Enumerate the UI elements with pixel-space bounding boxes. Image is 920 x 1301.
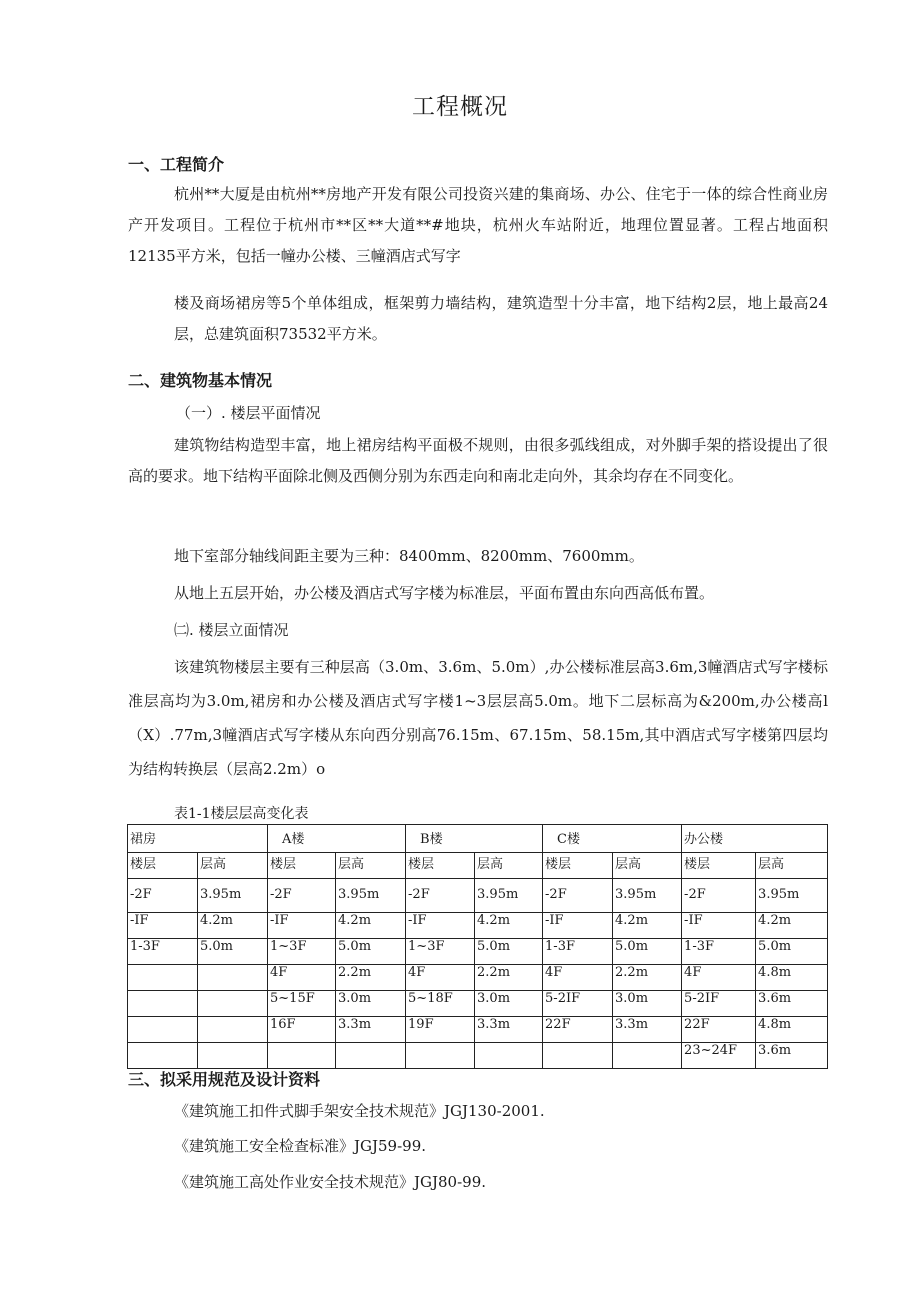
table-cell (128, 965, 198, 991)
table-cell: -IF (128, 913, 198, 939)
reference-item: 《建筑施工高处作业安全技术规范》JGJ80-99. (174, 1173, 487, 1191)
table-cell: 5.0m (336, 939, 406, 965)
table-cell: 3.95m (198, 879, 268, 913)
table-cell: 1-3F (128, 939, 198, 965)
table-cell: -IF (268, 913, 336, 939)
section-2-paragraph-3: 从地上五层开始，办公楼及酒店式写字楼为标准层，平面布置由东向西高低布置。 (174, 584, 715, 602)
table-cell (198, 991, 268, 1017)
table-cell: 19F (406, 1017, 475, 1043)
table-cell: 5-2IF (682, 991, 756, 1017)
table-group-header: C楼 (543, 825, 682, 853)
table-cell: 3.6m (756, 991, 828, 1017)
section-3-heading: 三、拟采用规范及设计资料 (128, 1070, 321, 1089)
section-2-paragraph-1: 建筑物结构造型丰富，地上裙房结构平面极不规则，由很多弧线组成，对外脚手架的搭设提出了很高的要求。地下结构平面除北侧及西侧分别为东西走向和南北走向外，其余均存在不同变化。 (128, 436, 828, 485)
section-2-paragraph-4: 该建筑物楼层主要有三种层高（3.0m、3.6m、5.0m）,办公楼标准层高3.6m,3幢酒店式写字楼标准层高均为3.0m,裙房和办公楼及酒店式写字楼1~3层层高5.0m。地下二层标高为&200m,办公楼高l（X）.77m,3幢酒店式写字楼从东向西分别高76.15m、67.15m、58.15m,其中酒店式写字楼第四层均为结构转换层（层高2.2m）o (128, 658, 828, 778)
reference-item: 《建筑施工安全检查标准》JGJ59-99. (174, 1137, 427, 1155)
table-cell: 5~15F (268, 991, 336, 1017)
table-cell (613, 1043, 682, 1069)
table-subheader: 层高 (336, 853, 406, 879)
table-subheader: 层高 (613, 853, 682, 879)
section-1-paragraph-1: 杭州**大厦是由杭州**房地产开发有限公司投资兴建的集商场、办公、住宅于一体的综合性商业房产开发项目。工程位于杭州市**区**大道**#地块，杭州火车站附近，地理位置显著。工程占地面积12135平方米，包括一幢办公楼、三幢酒店式写字 (128, 185, 828, 265)
table-cell: 3.0m (613, 991, 682, 1017)
table-cell: 3.95m (475, 879, 543, 913)
table-cell: 3.3m (336, 1017, 406, 1043)
table-cell (198, 965, 268, 991)
table-cell: 3.6m (756, 1043, 828, 1069)
table-row (128, 991, 828, 1017)
table-cell: -2F (543, 879, 613, 913)
table-subheader: 楼层 (682, 853, 756, 879)
table-subheader: 层高 (475, 853, 543, 879)
table-cell: 3.0m (336, 991, 406, 1017)
table-cell: 1~3F (406, 939, 475, 965)
table-cell: -IF (406, 913, 475, 939)
table-cell: 3.0m (475, 991, 543, 1017)
table-cell: 2.2m (475, 965, 543, 991)
table-cell: 4.2m (756, 913, 828, 939)
section-2-paragraph-2: 地下室部分轴线间距主要为三种：8400mm、8200mm、7600mm。 (174, 547, 644, 565)
table-cell (336, 1043, 406, 1069)
table-row (128, 1043, 828, 1069)
section-1-heading: 一、工程简介 (128, 155, 225, 174)
table-cell: -2F (268, 879, 336, 913)
table-subheader-row (128, 853, 828, 879)
table-row (128, 939, 828, 965)
table-cell: 5.0m (613, 939, 682, 965)
table-cell (198, 1043, 268, 1069)
table-cell: 5-2IF (543, 991, 613, 1017)
table-cell: 4.2m (198, 913, 268, 939)
table-cell: 3.3m (475, 1017, 543, 1043)
table-cell (128, 1017, 198, 1043)
table-cell: 22F (543, 1017, 613, 1043)
table-cell: 5.0m (198, 939, 268, 965)
floor-height-table (127, 824, 828, 1069)
table-group-header: A楼 (268, 825, 406, 853)
table-cell: 1-3F (543, 939, 613, 965)
table-subheader: 楼层 (268, 853, 336, 879)
table-cell: 3.95m (336, 879, 406, 913)
table-subheader: 层高 (756, 853, 828, 879)
table-row (128, 913, 828, 939)
table-cell: 4.8m (756, 965, 828, 991)
page-title: 工程概况 (412, 94, 508, 120)
table-cell (268, 1043, 336, 1069)
table-subheader: 楼层 (128, 853, 198, 879)
table-cell: 4F (268, 965, 336, 991)
table-group-header: 裙房 (128, 825, 268, 853)
section-1-paragraph-2: 楼及商场裙房等5个单体组成，框架剪力墙结构，建筑造型十分丰富，地下结构2层，地上最高24层，总建筑面积73532平方米。 (174, 294, 828, 343)
table-cell (198, 1017, 268, 1043)
table-cell: 22F (682, 1017, 756, 1043)
table-cell: 3.95m (613, 879, 682, 913)
table-cell: 3.95m (756, 879, 828, 913)
table-cell: 4F (406, 965, 475, 991)
section-2-subheading-2: ㈡. 楼层立面情况 (174, 621, 289, 639)
table-cell (128, 1043, 198, 1069)
section-1-paragraph-2a (174, 288, 828, 350)
table-cell: 4F (682, 965, 756, 991)
reference-item: 《建筑施工扣件式脚手架安全技术规范》JGJ130-2001. (174, 1102, 545, 1120)
table-caption: 表1-1楼层层高变化表 (174, 806, 309, 822)
table-cell: -2F (682, 879, 756, 913)
table-cell: 5.0m (756, 939, 828, 965)
table-subheader: 楼层 (543, 853, 613, 879)
table-cell: 4.2m (613, 913, 682, 939)
table-group-header: 办公楼 (682, 825, 828, 853)
table-cell: -IF (682, 913, 756, 939)
table-cell (406, 1043, 475, 1069)
table-cell (475, 1043, 543, 1069)
table-group-header-row (128, 825, 828, 853)
table-cell: 5.0m (475, 939, 543, 965)
table-cell: 16F (268, 1017, 336, 1043)
table-cell: 4.2m (336, 913, 406, 939)
table-row (128, 879, 828, 913)
section-2-heading: 二、建筑物基本情况 (128, 371, 273, 390)
table-subheader: 楼层 (406, 853, 475, 879)
table-cell: 1~3F (268, 939, 336, 965)
table-cell (128, 991, 198, 1017)
table-cell: 2.2m (613, 965, 682, 991)
table-cell: 1-3F (682, 939, 756, 965)
table-cell: 2.2m (336, 965, 406, 991)
table-cell (543, 1043, 613, 1069)
table-cell: 3.3m (613, 1017, 682, 1043)
table-cell: 23~24F (682, 1043, 756, 1069)
table-row (128, 965, 828, 991)
table-body (128, 879, 828, 1069)
table-subheader: 层高 (198, 853, 268, 879)
table-cell: 5~18F (406, 991, 475, 1017)
table-cell: 4F (543, 965, 613, 991)
table-group-header: B楼 (406, 825, 543, 853)
table-cell: 4.2m (475, 913, 543, 939)
table-cell: 4.8m (756, 1017, 828, 1043)
table-cell: -2F (128, 879, 198, 913)
section-2-subheading-1: （一）. 楼层平面情况 (176, 404, 321, 422)
table-cell: -2F (406, 879, 475, 913)
table-cell: -IF (543, 913, 613, 939)
table-row (128, 1017, 828, 1043)
